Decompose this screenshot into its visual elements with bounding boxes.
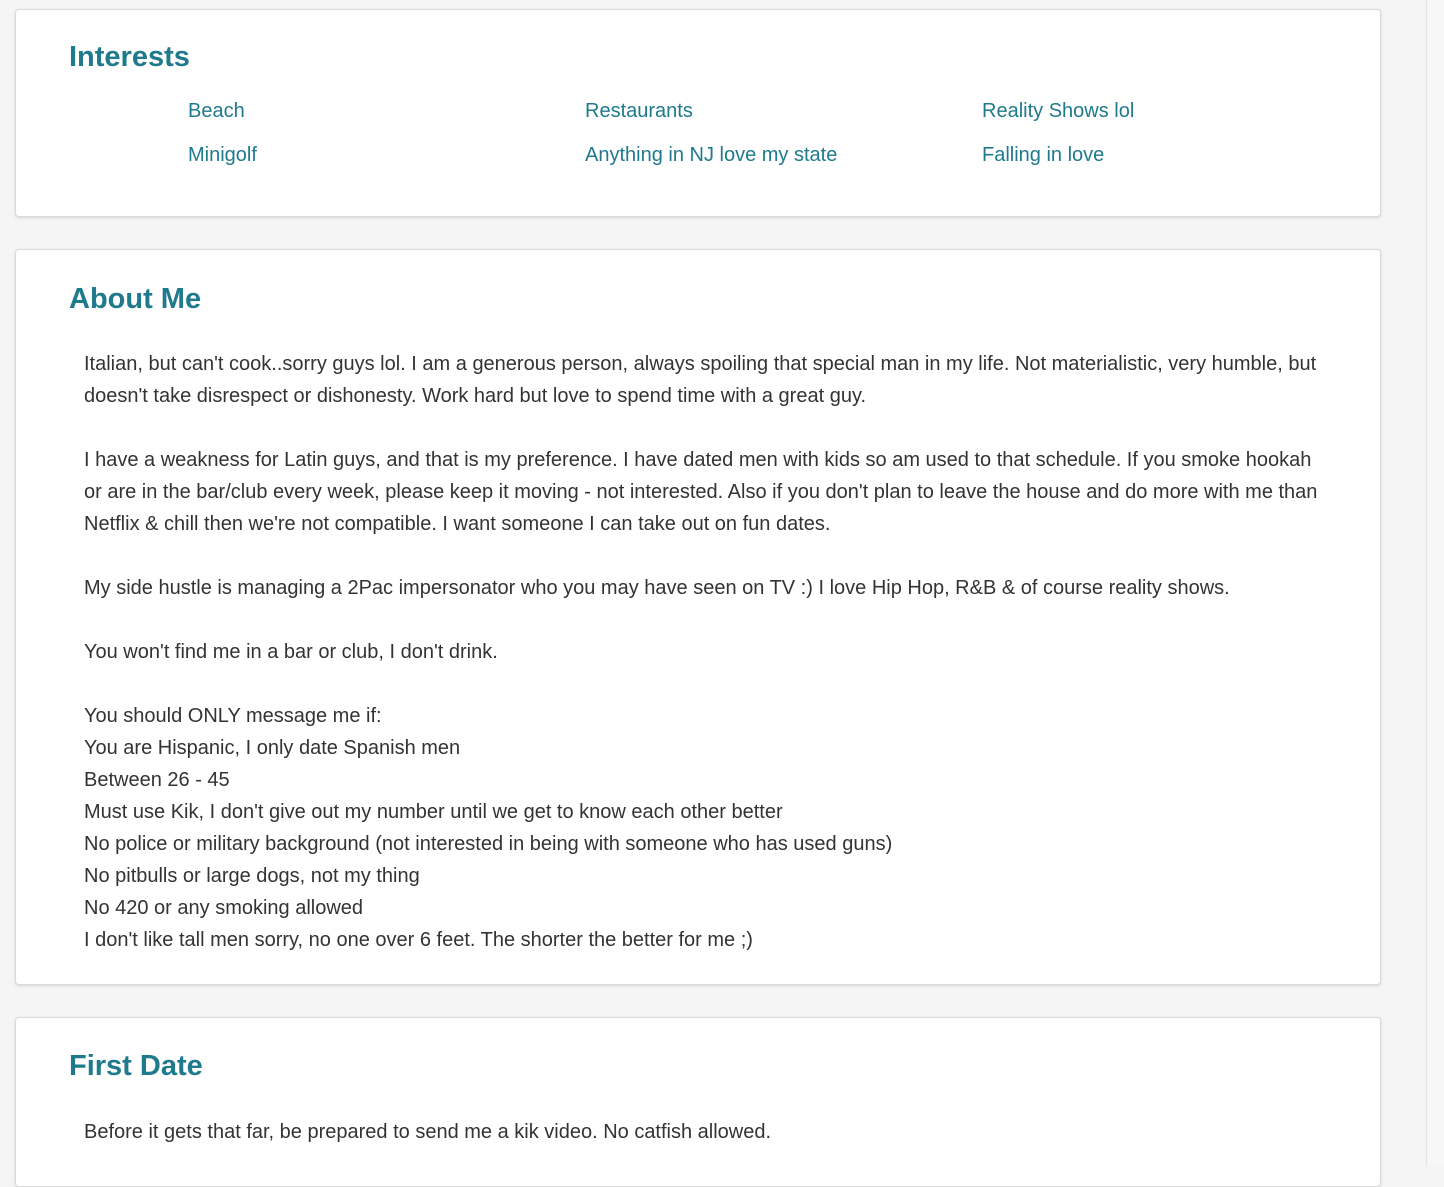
requirement-line: No police or military background (not interested in being with someone who has used guns): [84, 833, 893, 855]
interest-link-reality-shows[interactable]: Reality Shows lol: [982, 100, 1135, 122]
interest-link-minigolf[interactable]: Minigolf: [188, 144, 257, 166]
about-me-heading: About Me: [69, 283, 202, 315]
interests-card: [15, 9, 1381, 217]
interest-link-restaurants[interactable]: Restaurants: [585, 100, 693, 122]
requirements-list: [84, 700, 1324, 956]
first-date-text: Before it gets that far, be prepared to send me a kik video. No catfish allowed.: [84, 1121, 772, 1143]
about-paragraph: Italian, but can't cook..sorry guys lol. I am a generous person, always spoiling that special man in my life. Not materialistic, very humble, but doesn't take disrespect or dishonesty. Work hard but love to spend time with a great guy.: [84, 353, 1317, 407]
about-paragraph: I have a weakness for Latin guys, and that is my preference. I have dated men with kids so am used to that schedule. If you smoke hookah or are in the bar/club every week, please keep it moving - not interested. Also if you don't plan to leave the house and do more with me than Netflix & chill then we're not compatible. I want someone I can take out on fun dates.: [84, 449, 1318, 535]
interest-link-falling-in-love[interactable]: Falling in love: [982, 144, 1105, 166]
about-me-text: [84, 348, 1324, 956]
interest-link-beach[interactable]: Beach: [188, 100, 245, 122]
about-paragraph: You won't find me in a bar or club, I don't drink.: [84, 641, 498, 663]
interests-heading: Interests: [69, 41, 190, 73]
requirement-line: I don't like tall men sorry, no one over 6 feet. The shorter the better for me ;): [84, 929, 753, 951]
requirement-line: You are Hispanic, I only date Spanish men: [84, 737, 461, 759]
requirement-line: You should ONLY message me if:: [84, 705, 382, 727]
interest-link-nj[interactable]: Anything in NJ love my state: [585, 144, 838, 166]
requirement-line: No 420 or any smoking allowed: [84, 897, 364, 919]
first-date-card: [15, 1017, 1381, 1187]
about-paragraph: My side hustle is managing a 2Pac impersonator who you may have seen on TV :) I love Hip Hop, R&B & of course reality shows.: [84, 577, 1230, 599]
requirement-line: Between 26 - 45: [84, 769, 230, 791]
page-scrollbar[interactable]: [1426, 0, 1444, 1166]
requirement-line: No pitbulls or large dogs, not my thing: [84, 865, 420, 887]
about-me-card: [15, 249, 1381, 985]
requirement-line: Must use Kik, I don't give out my number until we get to know each other better: [84, 801, 783, 823]
first-date-heading: First Date: [69, 1050, 203, 1082]
